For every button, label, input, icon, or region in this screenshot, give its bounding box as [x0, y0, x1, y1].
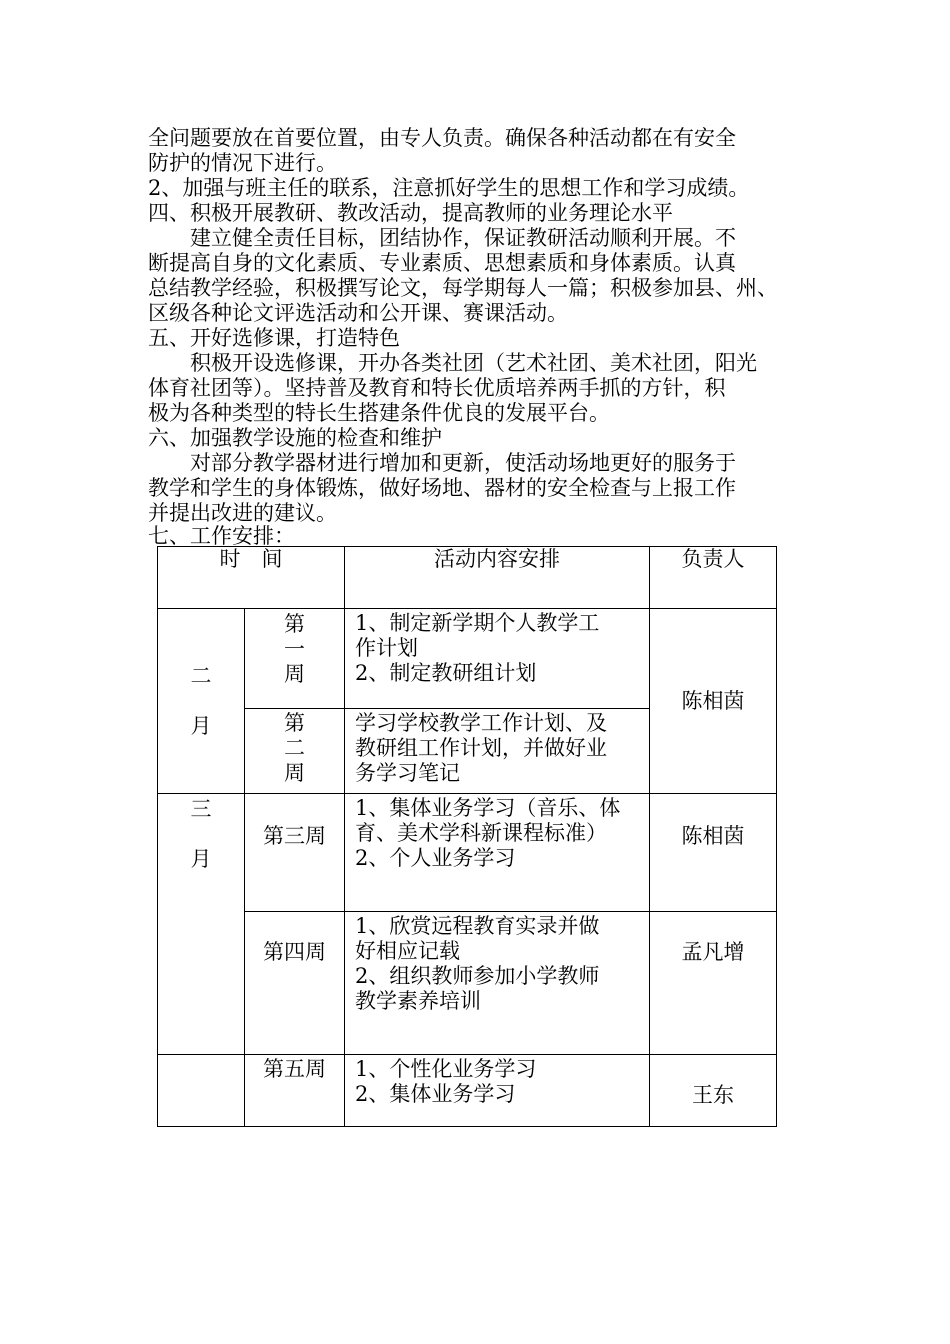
week-char: 周: [284, 662, 305, 686]
week-cell-2: [245, 709, 345, 794]
content-line: 2、制定教研组计划: [355, 661, 537, 685]
paragraph-line: 全问题要放在首要位置，由专人负责。确保各种活动都在有安全: [148, 126, 736, 150]
paragraph-line: 断提高自身的文化素质、专业素质、思想素质和身体素质。认真: [148, 251, 736, 275]
content-line: 教学素养培训: [355, 989, 481, 1013]
content-line: 2、个人业务学习: [355, 846, 516, 870]
content-line: 育、美术学科新课程标准）: [355, 821, 607, 845]
week-cell-4: 第四周: [245, 912, 345, 1055]
table-row: [158, 1055, 777, 1127]
content-line: 2、组织教师参加小学教师: [355, 964, 600, 988]
content-line: 作计划: [355, 636, 418, 660]
header-person: 负责人: [650, 547, 777, 609]
paragraph-line: 教学和学生的身体锻炼，做好场地、器材的安全检查与上报工作: [148, 476, 736, 500]
month-cell-february: [158, 609, 245, 794]
content-line: 1、欣赏远程教育实录并做: [355, 914, 600, 938]
table-header-row: [158, 547, 777, 609]
section-heading: 六、加强教学设施的检查和维护: [148, 426, 442, 450]
section-heading: 七、工作安排：: [148, 524, 295, 548]
content-line: 务学习笔记: [355, 761, 460, 785]
person-cell-week-4: 孟凡增: [650, 912, 777, 1055]
content-line: 1、集体业务学习（音乐、体: [355, 796, 621, 820]
person-cell-week-3: 陈相茵: [650, 794, 777, 912]
paragraph-line: 体育社团等）。坚持普及教育和特长优质培养两手抓的方针，积: [148, 376, 726, 400]
schedule-table: [157, 546, 777, 1127]
paragraph-line: 2、加强与班主任的联系，注意抓好学生的思想工作和学习成绩。: [148, 176, 750, 200]
header-time: 时 间: [158, 547, 345, 609]
content-line: 好相应记载: [355, 939, 460, 963]
month-char: 月: [190, 713, 212, 738]
content-line: 教研组工作计划，并做好业: [355, 736, 607, 760]
paragraph-line: 对部分教学器材进行增加和更新，使活动场地更好的服务于: [148, 451, 736, 475]
week-cell-1: [245, 609, 345, 709]
content-line: 学习学校教学工作计划、及: [355, 711, 607, 735]
month-char: 三: [190, 797, 212, 821]
content-line: 2、集体业务学习: [355, 1082, 516, 1106]
section-heading: 五、开好选修课，打造特色: [148, 326, 400, 350]
paragraph-line: 建立健全责任目标，团结协作，保证教研活动顺利开展。不: [148, 226, 736, 250]
person-cell-february: 陈相茵: [650, 609, 777, 794]
paragraph-line: 区级各种论文评选活动和公开课、赛课活动。: [148, 301, 568, 325]
week-char: 第: [284, 711, 305, 735]
week-cell-3: 第三周: [245, 794, 345, 912]
month-cell-march: [158, 794, 245, 1055]
header-content: 活动内容安排: [345, 547, 650, 609]
content-cell-week-3: [345, 794, 650, 912]
week-char: 第: [284, 612, 305, 636]
content-line: 1、制定新学期个人教学工: [355, 611, 600, 635]
table-row: [158, 912, 777, 1055]
content-cell-week-2: [345, 709, 650, 794]
content-line: 1、个性化业务学习: [355, 1057, 537, 1081]
table-row: [158, 609, 777, 709]
paragraph-line: 并提出改进的建议。: [148, 501, 337, 525]
content-cell-week-4: [345, 912, 650, 1055]
section-heading: 四、积极开展教研、教改活动，提高教师的业务理论水平: [148, 201, 673, 225]
content-cell-week-5: [345, 1055, 650, 1127]
month-cell-empty: [158, 1055, 245, 1127]
paragraph-line: 总结教学经验，积极撰写论文，每学期每人一篇；积极参加县、州、: [148, 276, 778, 300]
paragraph-line: 积极开设选修课，开办各类社团（艺术社团、美术社团，阳光: [148, 351, 757, 375]
week-char: 周: [284, 761, 305, 785]
table-row: [158, 794, 777, 912]
person-cell-week-5: 王东: [650, 1055, 777, 1127]
week-char: 一: [284, 637, 305, 661]
paragraph-line: 极为各种类型的特长生搭建条件优良的发展平台。: [148, 401, 610, 425]
content-cell-week-1: [345, 609, 650, 709]
week-char: 二: [284, 736, 305, 760]
week-cell-5: 第五周: [245, 1055, 345, 1127]
month-char: 二: [190, 663, 212, 688]
month-char: 月: [190, 847, 212, 871]
paragraph-line: 防护的情况下进行。: [148, 151, 337, 175]
